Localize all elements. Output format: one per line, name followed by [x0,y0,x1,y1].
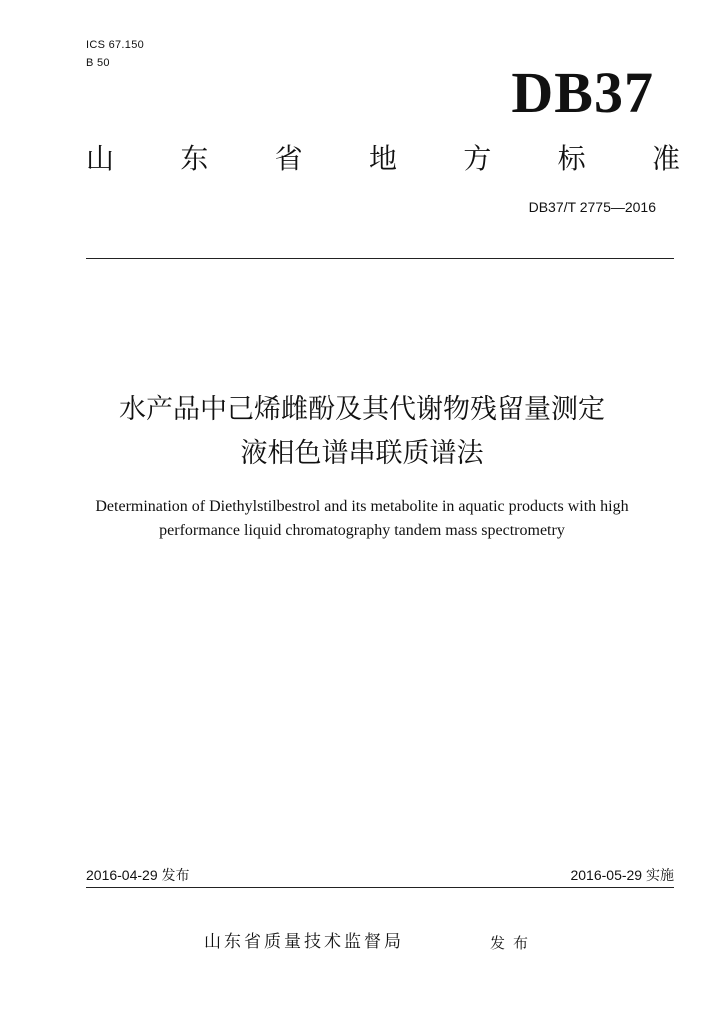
standard-type-heading [86,140,680,178]
title-chinese-line-1: 水产品中己烯雌酚及其代谢物残留量测定 [119,394,605,425]
standard-type-char: 准 [651,142,680,175]
ics-code: ICS 67.150 [86,39,145,51]
title-english-line-1: Determination of Diethylstilbestrol and its metabolite in aquatic products with high [95,498,629,515]
ccs-code: B 50 [86,57,110,69]
standard-type-char: 方 [463,142,492,175]
issue-label: 发布 [490,934,537,952]
standard-number: DB37/T 2775—2016 [528,199,656,215]
title-english-line-2: performance liquid chromatography tandem mass spectrometry [159,522,565,539]
implementation-date: 2016-05-29 实施 [570,867,674,883]
issue-date: 2016-04-29 发布 [86,867,190,883]
header-divider [86,258,674,259]
footer-divider [86,887,674,888]
standard-type-char: 省 [274,142,303,175]
standard-type-char: 山 [86,142,115,175]
issuing-authority: 山东省质量技术监督局 [204,932,404,952]
standard-type-char: 东 [180,142,209,175]
standard-type-char: 地 [368,142,397,175]
standard-type-char: 标 [557,142,586,175]
title-chinese-line-2: 液相色谱串联质谱法 [240,438,484,469]
standard-code-logo: DB37 [511,60,654,125]
